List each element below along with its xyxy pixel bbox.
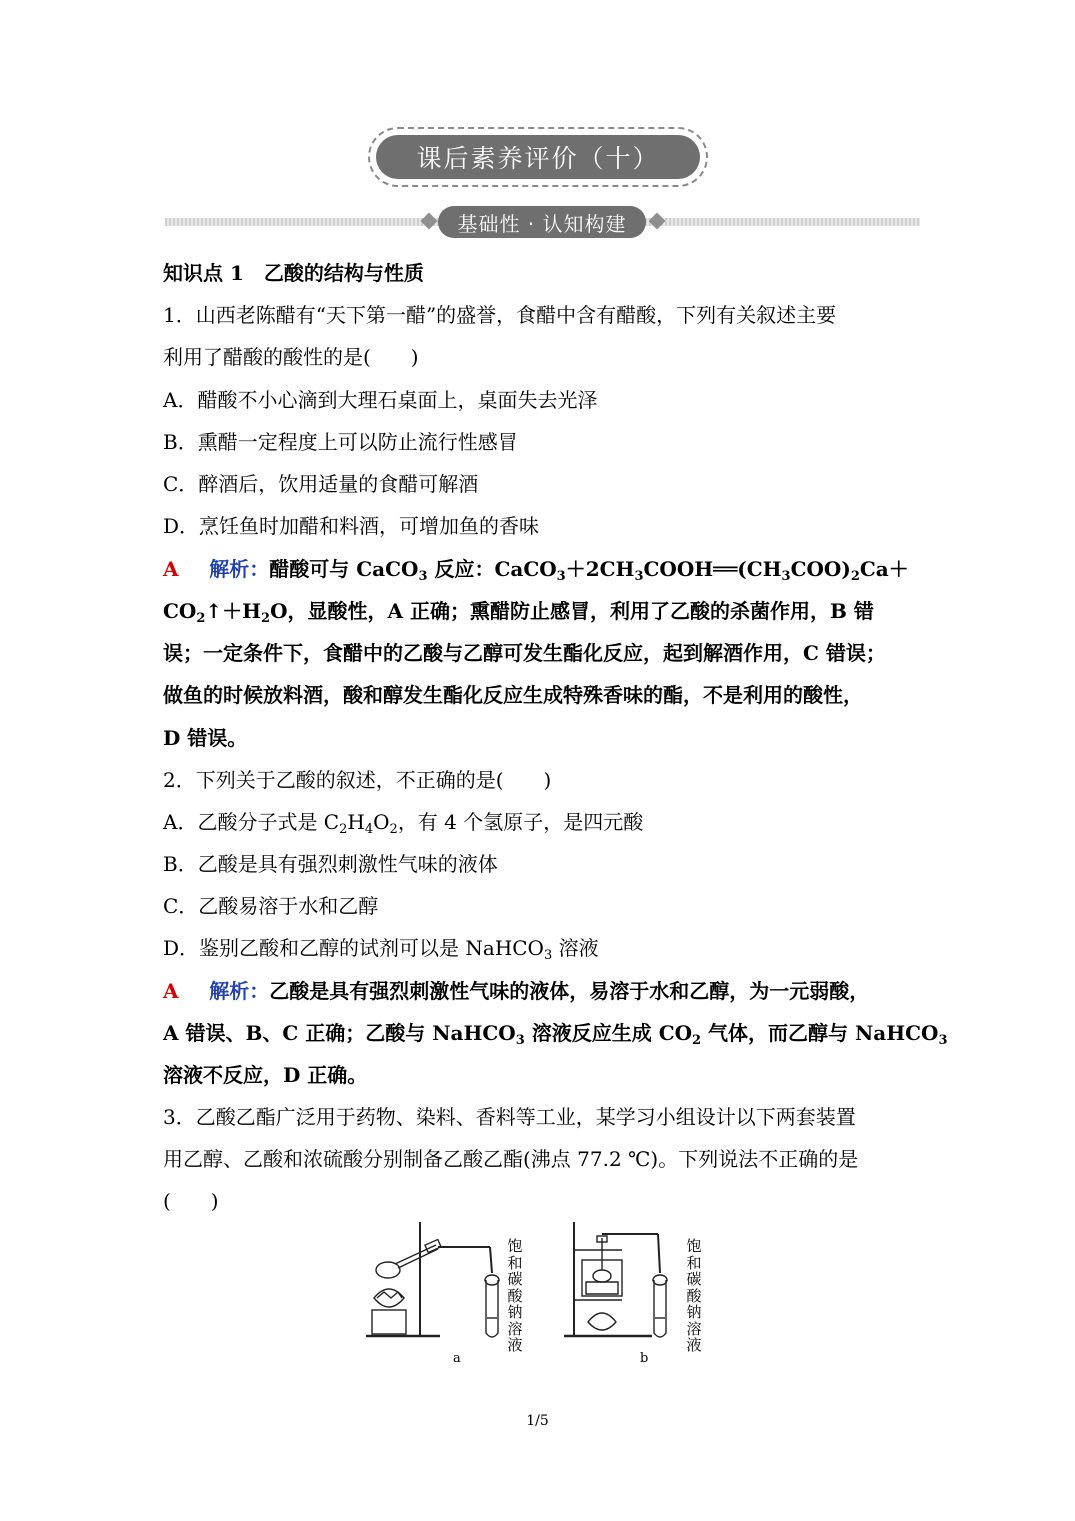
subscript: 3 xyxy=(543,948,553,963)
apparatus-a xyxy=(366,1222,499,1337)
q1-explanation-line1 xyxy=(163,555,909,583)
figure-b-label: 饱和碳酸钠溶液 xyxy=(686,1237,702,1354)
q2-option-d xyxy=(163,934,599,962)
q1-exp-text: O，显酸性，A 正确；熏醋防止感冒，利用了乙酸的杀菌作用，B 错 xyxy=(270,599,874,623)
q2-option-b: B．乙酸是具有强烈刺激性气味的液体 xyxy=(163,852,498,876)
subscript: 3 xyxy=(781,569,791,584)
q1-option-b: B．熏醋一定程度上可以防止流行性感冒 xyxy=(163,430,518,454)
apparatus-drawing xyxy=(360,1218,715,1370)
subscript: 2 xyxy=(196,611,206,626)
q2-stem: 2．下列关于乙酸的叙述，不正确的是( ) xyxy=(163,768,552,792)
q2-explanation-label: 解析： xyxy=(209,979,270,1003)
q2-exp-text: 乙酸是具有强烈刺激性气味的液体，易溶于水和乙醇，为一元弱酸， xyxy=(269,979,870,1003)
section-label: 基础性 · 认知构建 xyxy=(438,206,646,238)
subscript: 4 xyxy=(364,822,374,837)
q1-exp-text: CO xyxy=(163,599,197,623)
q1-option-c: C．醉酒后，饮用适量的食醋可解酒 xyxy=(163,472,479,496)
q2-option-a xyxy=(163,808,643,836)
subscript: 3 xyxy=(938,1033,948,1048)
q2-a-text: A．乙酸分子式是 C xyxy=(163,810,340,834)
knowledge-point-heading: 知识点 1 乙酸的结构与性质 xyxy=(163,261,424,285)
q2-a-text: O xyxy=(373,810,390,834)
apparatus-figure xyxy=(360,1218,715,1370)
diamond-icon xyxy=(649,213,666,230)
q2-exp-text: A 错误、B、C 正确；乙酸与 NaHCO xyxy=(163,1021,516,1045)
title-banner xyxy=(368,127,708,187)
q2-option-c: C．乙酸易溶于水和乙醇 xyxy=(163,894,379,918)
subscript: 2 xyxy=(692,1033,702,1048)
figure-caption-b: b xyxy=(640,1351,649,1366)
q1-exp-text: ＋2CH xyxy=(565,557,635,581)
q2-exp-text: 溶液反应生成 CO xyxy=(524,1021,693,1045)
subscript: 2 xyxy=(850,569,860,584)
q1-explanation-label: 解析： xyxy=(209,557,270,581)
q1-explanation-line2 xyxy=(163,597,874,625)
q1-exp-text: COO) xyxy=(790,557,851,581)
q1-option-a: A．醋酸不小心滴到大理石桌面上，桌面失去光泽 xyxy=(163,388,598,412)
q1-exp-text: ↑＋H xyxy=(205,599,262,623)
figure-caption-a: a xyxy=(453,1351,461,1366)
q2-a-text: H xyxy=(347,810,365,834)
apparatus-b xyxy=(564,1222,667,1337)
q3-stem-line1: 3．乙酸乙酯广泛用于药物、染料、香料等工业，某学习小组设计以下两套装置 xyxy=(163,1105,856,1129)
q2-explanation-line2 xyxy=(163,1019,948,1047)
q1-explanation-line4: 做鱼的时候放料酒，酸和醇发生酯化反应生成特殊香味的酯，不是利用的酸性， xyxy=(163,683,863,707)
q1-stem-line2: 利用了醋酸的酸性的是( ) xyxy=(163,345,419,369)
subscript: 3 xyxy=(634,569,644,584)
q1-exp-text: 醋酸可与 CaCO xyxy=(269,557,419,581)
q2-d-text: D．鉴别乙酸和乙醇的试剂可以是 NaHCO xyxy=(163,936,544,960)
q1-answer: A xyxy=(163,557,179,581)
q1-explanation-line3: 误；一定条件下，食醋中的乙酸与乙醇可发生酯化反应，起到解酒作用，C 错误； xyxy=(163,641,886,665)
subscript: 3 xyxy=(515,1033,525,1048)
subscript: 3 xyxy=(418,569,428,584)
diamond-icon xyxy=(421,213,438,230)
q2-exp-text: 气体，而乙醇与 NaHCO xyxy=(701,1021,939,1045)
q3-stem-line2: 用乙醇、乙酸和浓硫酸分别制备乙酸乙酯(沸点 77.2 ℃)。下列说法不正确的是 xyxy=(163,1147,859,1171)
subscript: 3 xyxy=(556,569,566,584)
page-number: 1/5 xyxy=(526,1413,549,1429)
q1-exp-text: COOH══(CH xyxy=(643,557,782,581)
q2-answer: A xyxy=(163,979,179,1003)
q1-stem-line1: 1．山西老陈醋有“天下第一醋”的盛誉，食醋中含有醋酸，下列有关叙述主要 xyxy=(163,303,837,327)
q1-exp-text: Ca＋ xyxy=(859,557,909,581)
q1-exp-text: 反应：CaCO xyxy=(427,557,557,581)
q2-d-text: 溶液 xyxy=(552,936,599,960)
subscript: 2 xyxy=(261,611,271,626)
q2-a-text: ，有 4 个氢原子，是四元酸 xyxy=(397,810,644,834)
q3-stem-line3: ( ) xyxy=(163,1189,219,1213)
subscript: 2 xyxy=(389,822,398,837)
q2-explanation-line1 xyxy=(163,977,869,1005)
page-title: 课后素养评价（十） xyxy=(376,135,700,179)
figure-a-label: 饱和碳酸钠溶液 xyxy=(507,1237,523,1354)
q1-explanation-line5: D 错误。 xyxy=(163,726,248,750)
q1-option-d: D．烹饪鱼时加醋和料酒，可增加鱼的香味 xyxy=(163,514,540,538)
subscript: 2 xyxy=(339,822,348,837)
q2-explanation-line3: 溶液不反应，D 正确。 xyxy=(163,1063,368,1087)
